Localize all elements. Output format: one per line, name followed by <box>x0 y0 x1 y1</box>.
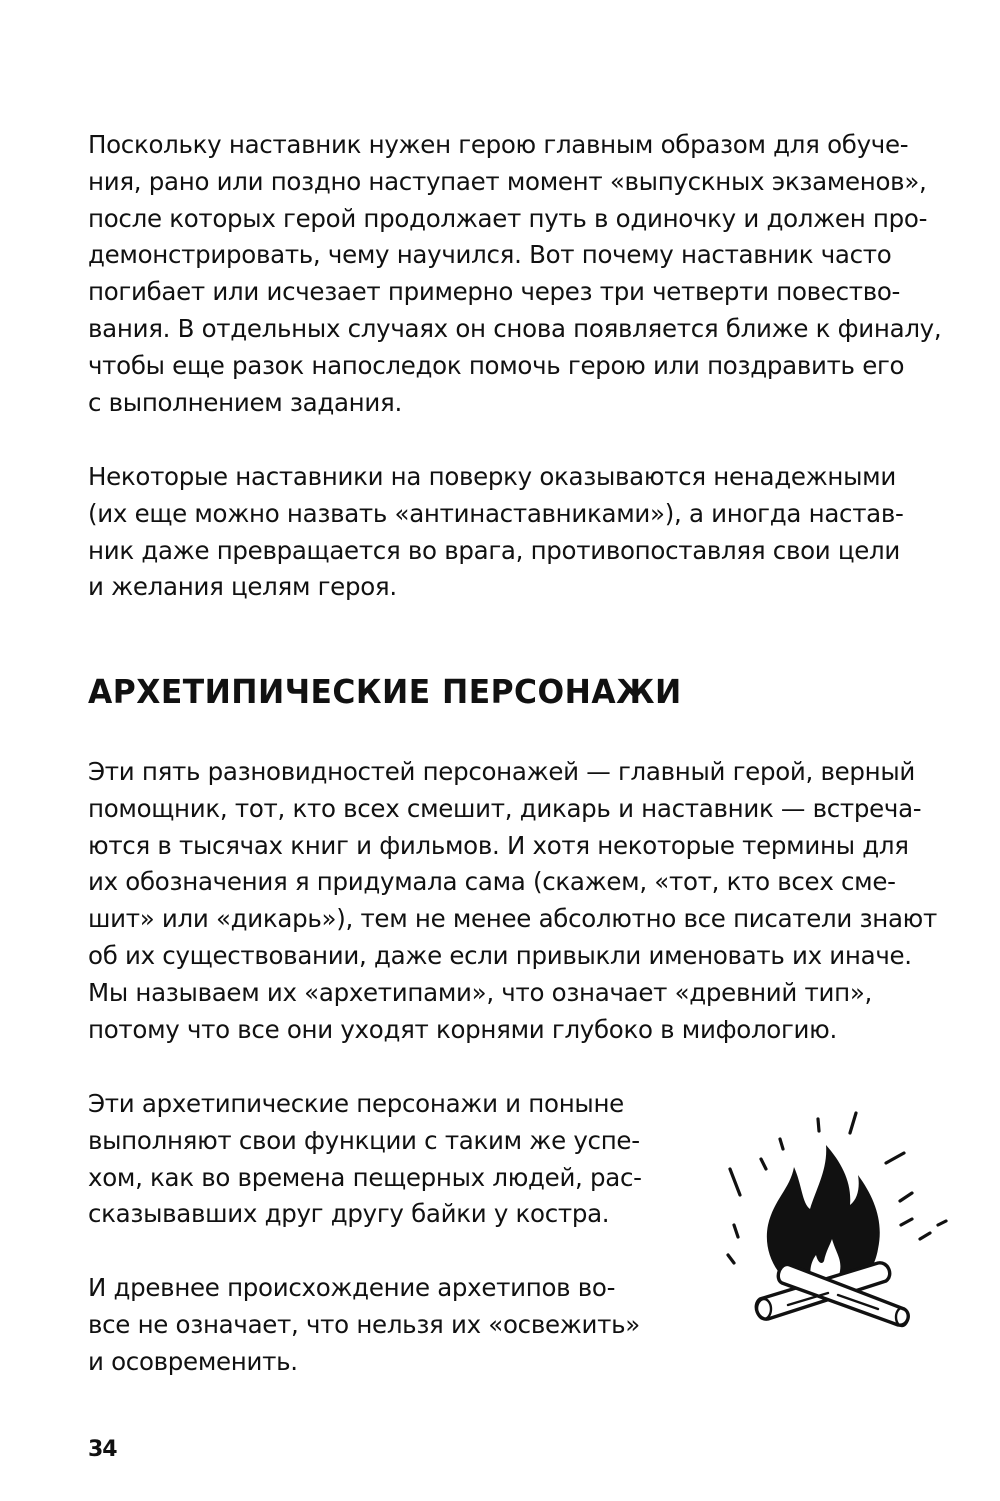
text-line: хом, как во времена пещерных людей, рас- <box>88 1162 642 1192</box>
page-number: 34 <box>88 1437 117 1462</box>
text-line: ются в тысячах книг и фильмов. И хотя некоторые термины для <box>88 830 909 860</box>
paragraph-mentor-exams <box>88 127 941 421</box>
text-line: Некоторые наставники на поверку оказываются ненадежными <box>88 462 896 491</box>
campfire-icon <box>718 1105 958 1340</box>
text-line: демонстрировать, чему научился. Вот почему наставник часто <box>88 240 892 270</box>
text-line: их обозначения я придумала сама (скажем, «тот, кто всех сме- <box>88 867 896 897</box>
text-line: погибает или исчезает примерно через три четверти повество- <box>88 277 901 307</box>
text-line: Поскольку наставник нужен герою главным образом для обуче- <box>88 130 909 159</box>
text-line: шит» или «дикарь»), тем не менее абсолютно все писатели знают <box>88 904 937 934</box>
paragraph-anti-mentors <box>88 459 904 606</box>
text-line: помощник, тот, кто всех смешит, дикарь и наставник — встреча- <box>88 793 922 823</box>
text-line: Мы называем их «архетипами», что означает «древний тип», <box>88 977 873 1007</box>
text-line: ник даже превращается во врага, противопоставляя свои цели <box>88 535 901 565</box>
text-line: потому что все они уходят корнями глубоко в мифологию. <box>88 1014 837 1044</box>
paragraph-five-archetypes <box>88 754 937 1048</box>
text-line: (их еще можно назвать «антинаставниками»), а иногда настав- <box>88 498 904 528</box>
text-line: чтобы еще разок напоследок помочь герою или поздравить его <box>88 350 905 380</box>
text-line: все не означает, что нельзя их «освежить» <box>88 1309 640 1339</box>
text-line: с выполнением задания. <box>88 387 402 417</box>
text-line: вания. В отдельных случаях он снова появляется ближе к финалу, <box>88 313 942 343</box>
text-line: выполняют свои функции с таким же успе- <box>88 1125 640 1155</box>
text-line: об их существовании, даже если привыкли именовать их иначе. <box>88 940 912 970</box>
text-line: Эти пять разновидностей персонажей — главный герой, верный <box>88 757 916 786</box>
text-line: ния, рано или поздно наступает момент «выпускных экзаменов», <box>88 166 927 196</box>
text-line: и осовременить. <box>88 1346 298 1376</box>
text-line: Эти архетипические персонажи и поныне <box>88 1089 624 1118</box>
section-heading: АРХЕТИПИЧЕСКИЕ ПЕРСОНАЖИ <box>88 672 682 711</box>
text-line: И древнее происхождение архетипов во- <box>88 1273 616 1302</box>
paragraph-cave-people <box>88 1086 642 1233</box>
paragraph-refresh-archetypes <box>88 1270 640 1380</box>
text-line: и желания целям героя. <box>88 572 397 602</box>
text-line: сказывавших друг другу байки у костра. <box>88 1199 610 1229</box>
text-line: после которых герой продолжает путь в одиночку и должен про- <box>88 203 928 233</box>
